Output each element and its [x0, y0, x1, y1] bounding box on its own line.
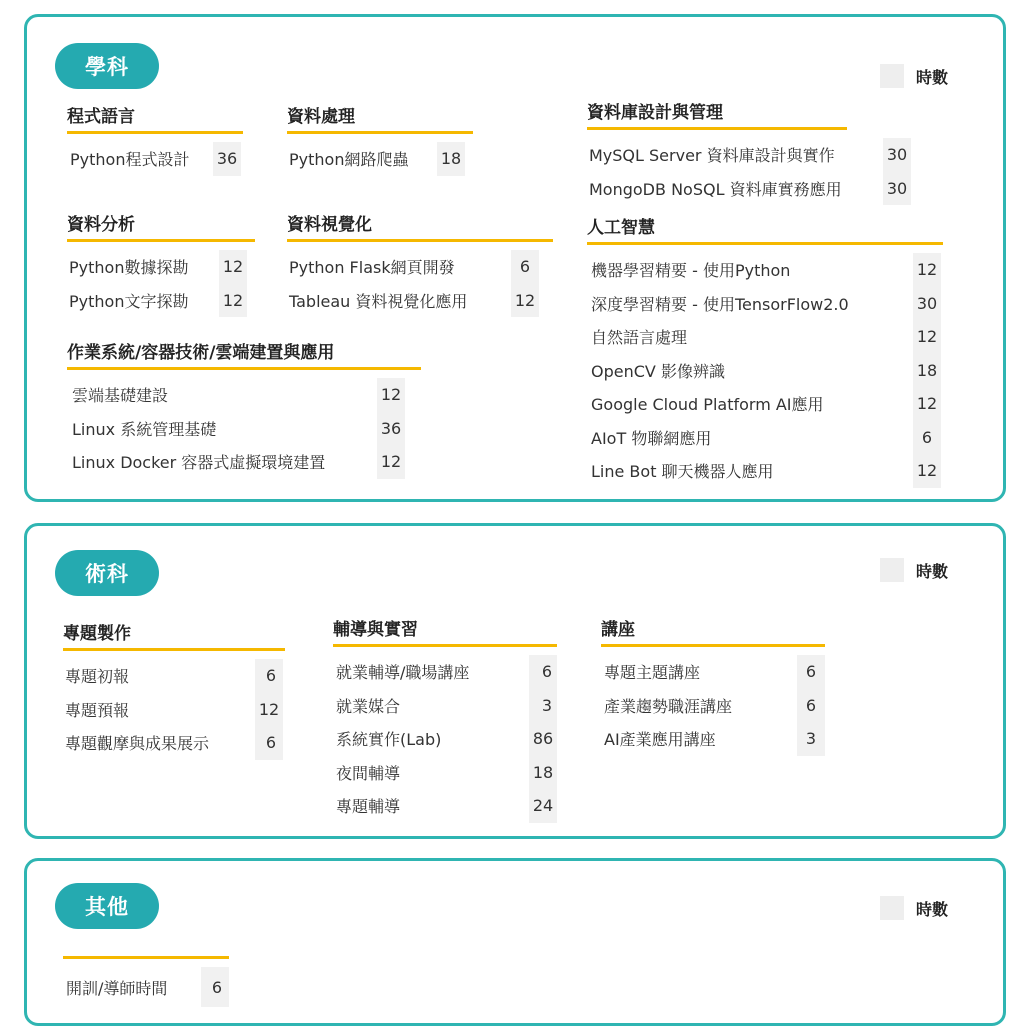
hours-legend	[880, 558, 948, 582]
hours-legend-label: 時數	[916, 67, 949, 87]
course-name: AIoT 物聯網應用	[591, 428, 712, 448]
course-hours: 12	[380, 452, 402, 472]
course-hours: 36	[216, 149, 238, 169]
course-name: Python程式設計	[70, 150, 190, 170]
course-hours: 12	[916, 327, 938, 347]
course-row	[67, 378, 427, 412]
group-title: 講座	[601, 620, 635, 640]
course-row	[287, 250, 547, 284]
course-row	[601, 722, 831, 756]
course-hours: 6	[805, 695, 817, 715]
course-row	[67, 445, 427, 479]
course-name: 開訓/導師時間	[66, 978, 168, 998]
course-name: 產業趨勢職涯講座	[604, 696, 733, 716]
course-name: 深度學習精要 - 使用TensorFlow2.0	[591, 294, 849, 314]
course-hours: 6	[265, 666, 277, 686]
group-title: 輔導與實習	[333, 620, 418, 640]
group-project-production	[63, 620, 293, 760]
group-data-visualization	[287, 211, 553, 317]
course-row	[333, 756, 563, 790]
course-name: MySQL Server 資料庫設計與實作	[589, 146, 835, 166]
group-underline	[67, 367, 421, 370]
group-data-processing	[287, 103, 477, 176]
course-hours: 6	[805, 662, 817, 682]
course-name: 專題主題講座	[604, 663, 701, 683]
group-lectures	[601, 616, 831, 756]
course-name: Python數據探勘	[69, 258, 189, 278]
course-row	[587, 287, 947, 321]
course-row	[333, 789, 563, 823]
course-hours: 30	[886, 145, 908, 165]
course-hours: 12	[916, 260, 938, 280]
course-row	[587, 421, 947, 455]
course-hours: 12	[222, 257, 244, 277]
course-row	[63, 659, 293, 693]
course-row	[587, 253, 947, 287]
course-name: 專題觀摩與成果展示	[65, 734, 210, 754]
section-panel-academic	[24, 14, 1006, 502]
section-title-pill: 術科	[55, 550, 159, 596]
course-name: 就業輔導/職場講座	[336, 663, 470, 683]
course-name: Python文字探勘	[69, 291, 189, 311]
group-underline	[287, 131, 473, 134]
course-row	[67, 412, 427, 446]
course-name: Tableau 資料視覺化應用	[289, 291, 468, 311]
group-os-container-cloud	[67, 339, 427, 479]
group-artificial-intelligence	[587, 214, 947, 488]
course-name: MongoDB NoSQL 資料庫實務應用	[589, 179, 842, 199]
group-title: 資料分析	[67, 215, 135, 235]
course-row	[587, 387, 947, 421]
group-underline	[587, 127, 847, 130]
course-row	[63, 693, 293, 727]
group-title: 人工智慧	[587, 218, 655, 238]
group-database-design	[587, 99, 917, 205]
course-hours: 86	[532, 729, 554, 749]
group-underline	[601, 644, 825, 647]
group-programming-languages	[67, 103, 247, 176]
course-row	[287, 284, 547, 318]
group-underline	[63, 956, 229, 959]
course-row	[333, 689, 563, 723]
course-name: 系統實作(Lab)	[336, 730, 442, 750]
course-hours: 6	[921, 427, 933, 447]
section-panel-other	[24, 858, 1006, 1026]
course-name: 雲端基礎建設	[72, 386, 169, 406]
course-hours: 18	[532, 762, 554, 782]
course-row	[587, 172, 917, 206]
course-name: 專題初報	[65, 667, 130, 687]
course-hours: 18	[916, 360, 938, 380]
course-row	[587, 354, 947, 388]
group-underline	[333, 644, 557, 647]
hours-legend	[880, 896, 948, 920]
group-title: 專題製作	[63, 624, 131, 644]
course-hours: 12	[222, 290, 244, 310]
course-name: Linux 系統管理基礎	[72, 419, 217, 439]
hours-legend-swatch	[880, 896, 904, 920]
course-row	[67, 284, 257, 318]
hours-legend-swatch	[880, 64, 904, 88]
course-name: 夜間輔導	[336, 763, 401, 783]
course-hours: 3	[541, 695, 553, 715]
section-panel-practical	[24, 523, 1006, 839]
course-hours: 6	[519, 257, 531, 277]
course-row	[587, 138, 917, 172]
course-name: AI產業應用講座	[604, 730, 716, 750]
group-underline	[287, 239, 553, 242]
hours-legend-label: 時數	[916, 561, 949, 581]
group-title: 資料庫設計與管理	[587, 103, 723, 123]
course-row	[287, 142, 477, 176]
group-underline	[67, 239, 255, 242]
course-row	[601, 689, 831, 723]
course-row	[333, 655, 563, 689]
course-hours: 30	[886, 178, 908, 198]
course-name: 專題預報	[65, 700, 130, 720]
course-hours: 6	[211, 977, 223, 997]
course-hours: 12	[514, 290, 536, 310]
course-name: 機器學習精要 - 使用Python	[591, 261, 791, 281]
group-counseling-internship	[333, 616, 563, 823]
course-hours: 12	[380, 385, 402, 405]
course-row	[587, 320, 947, 354]
course-name: Google Cloud Platform AI應用	[591, 395, 824, 415]
course-name: Linux Docker 容器式虛擬環境建置	[72, 453, 326, 473]
course-hours: 12	[258, 699, 280, 719]
course-name: Line Bot 聊天機器人應用	[591, 462, 774, 482]
course-row	[63, 726, 293, 760]
course-hours: 18	[440, 149, 462, 169]
course-row	[601, 655, 831, 689]
group-title: 資料處理	[287, 107, 355, 127]
course-hours: 30	[916, 293, 938, 313]
course-name: OpenCV 影像辨識	[591, 361, 725, 381]
course-hours: 36	[380, 418, 402, 438]
course-name: Python網路爬蟲	[289, 150, 409, 170]
course-name: Python Flask網頁開發	[289, 258, 455, 278]
section-title-pill: 其他	[55, 883, 159, 929]
group-title: 作業系統/容器技術/雲端建置與應用	[67, 343, 335, 363]
course-hours: 24	[532, 796, 554, 816]
group-title: 資料視覺化	[287, 215, 372, 235]
section-title-pill: 學科	[55, 43, 159, 89]
hours-legend-label: 時數	[916, 899, 949, 919]
course-hours: 6	[265, 733, 277, 753]
course-row	[63, 967, 243, 1007]
course-hours: 6	[541, 662, 553, 682]
group-title: 程式語言	[67, 107, 135, 127]
course-hours: 12	[916, 461, 938, 481]
hours-legend	[880, 64, 948, 88]
course-row	[67, 250, 257, 284]
group-underline	[63, 648, 285, 651]
course-row	[587, 454, 947, 488]
group-underline	[587, 242, 943, 245]
hours-legend-swatch	[880, 558, 904, 582]
course-row	[333, 722, 563, 756]
group-other	[63, 956, 243, 1007]
course-name: 就業媒合	[336, 696, 401, 716]
course-hours: 12	[916, 394, 938, 414]
course-row	[67, 142, 247, 176]
course-name: 專題輔導	[336, 797, 401, 817]
group-underline	[67, 131, 243, 134]
group-data-analysis	[67, 211, 257, 317]
course-hours: 3	[805, 729, 817, 749]
course-name: 自然語言處理	[591, 328, 688, 348]
